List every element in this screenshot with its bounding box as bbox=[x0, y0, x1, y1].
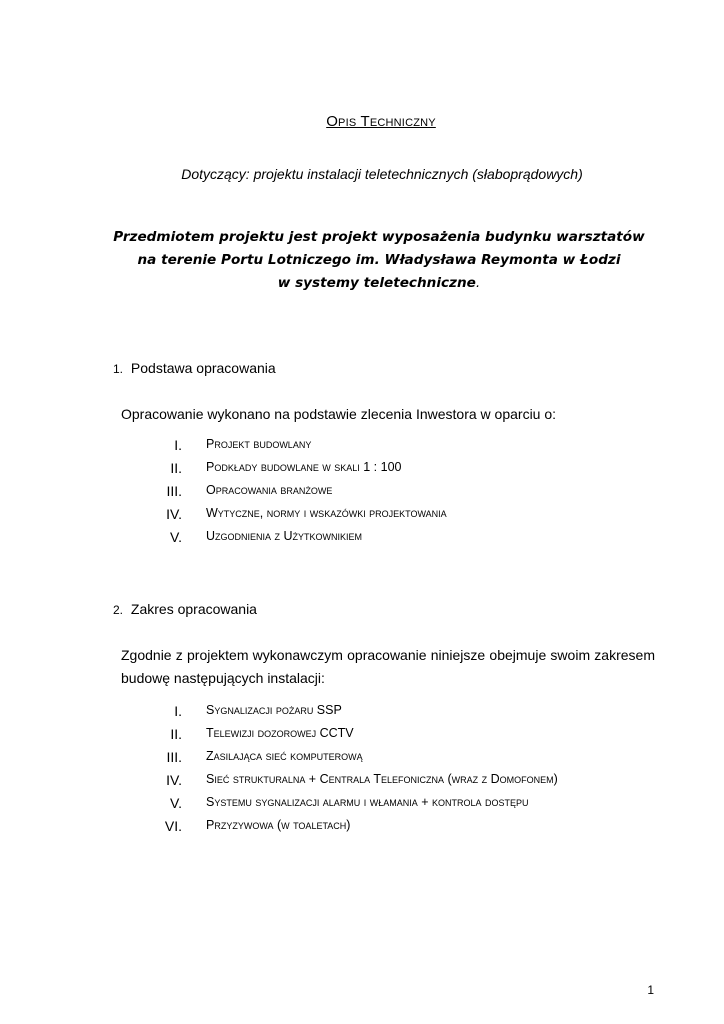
list-item-numeral: III. bbox=[166, 483, 182, 499]
list-item-numeral: IV. bbox=[166, 772, 182, 788]
document-subtitle: Dotyczący: projektu instalacji teletechnicznych (słaboprądowych) bbox=[181, 166, 583, 182]
list-item-numeral: II. bbox=[170, 726, 182, 742]
intro-line-3-end: . bbox=[475, 275, 481, 291]
list-item-numeral: III. bbox=[166, 749, 182, 765]
section-2-paragraph: Zgodnie z projektem wykonawczym opracowanie niniejsze obejmuje swoim zakresem budowę następujących instalacji: bbox=[121, 647, 655, 686]
list-item-text: Wytyczne, normy i wskazówki projektowania bbox=[206, 506, 447, 520]
page-number: 1 bbox=[647, 983, 654, 997]
list-item-numeral: V. bbox=[170, 529, 182, 545]
section-2-title: Zakres opracowania bbox=[130, 601, 257, 617]
list-item-numeral: V. bbox=[170, 795, 182, 811]
section-2-heading bbox=[113, 601, 257, 617]
list-item-numeral: VI. bbox=[164, 818, 182, 834]
section-2-number: 2. bbox=[113, 603, 124, 617]
section-1-number: 1. bbox=[113, 362, 124, 376]
list-item-text: Podkłady budowlane w skali 1 : 100 bbox=[206, 460, 402, 474]
section-1-heading bbox=[113, 360, 276, 376]
list-item-text: Projekt budowlany bbox=[206, 437, 312, 451]
intro-line-3-text: w systemy teletechniczne bbox=[277, 275, 476, 291]
list-item-numeral: IV. bbox=[166, 506, 182, 522]
section-1-paragraph: Opracowanie wykonano na podstawie zlecenia Inwestora w oparciu o: bbox=[121, 406, 557, 422]
list-item-text: Systemu sygnalizacji alarmu i włamania + kontrola dostępu bbox=[206, 795, 529, 809]
intro-line-1: Przedmiotem projektu jest projekt wyposażenia budynku warsztatów bbox=[113, 229, 645, 245]
list-item-text: Telewizji dozorowej CCTV bbox=[206, 726, 354, 740]
list-item-numeral: II. bbox=[170, 460, 182, 476]
list-item-text: Uzgodnienia z Użytkownikiem bbox=[206, 529, 363, 543]
list-item-text: Opracowania branżowe bbox=[206, 483, 333, 497]
list-item-numeral: I. bbox=[174, 703, 182, 719]
intro-line-3 bbox=[0, 272, 724, 295]
list-item-text: Zasilająca sieć komputerową bbox=[206, 749, 363, 763]
list-item-numeral: I. bbox=[174, 437, 182, 453]
document-title: Opis Techniczny bbox=[326, 113, 436, 130]
intro-line-2: na terenie Portu Lotniczego im. Władysława Reymonta w Łodzi bbox=[137, 252, 621, 268]
intro-statement bbox=[0, 226, 724, 295]
list-item-text: Przyzywowa (w toaletach) bbox=[206, 818, 351, 832]
list-item-text: Sygnalizacji pożaru SSP bbox=[206, 703, 342, 717]
list-item-text: Sieć strukturalna + Centrala Telefoniczna (wraz z Domofonem) bbox=[206, 772, 558, 786]
section-1-title: Podstawa opracowania bbox=[130, 360, 276, 376]
